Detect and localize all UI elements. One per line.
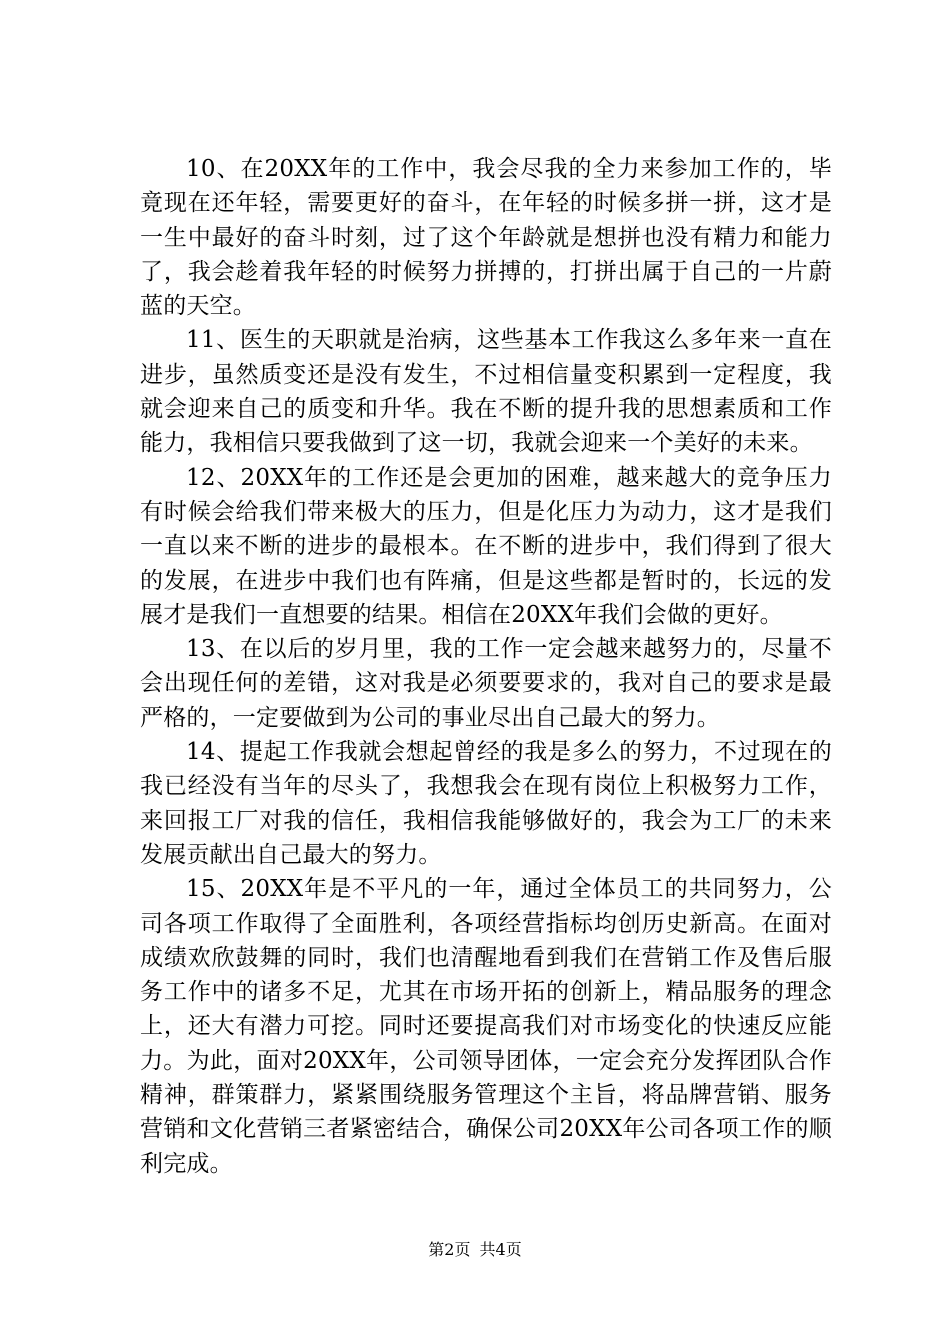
paragraph-13: 13、在以后的岁月里，我的工作一定会越来越努力的，尽量不会出现任何的差错，这对我是必须要要求的，我对自己的要求是最严格的，一定要做到为公司的事业尽出自己最大的努力。 [140, 636, 832, 731]
paragraph-15: 15、20XX年是不平凡的一年，通过全体员工的共同努力，公司各项工作取得了全面胜利，各项经营指标均创历史新高。在面对成绩欢欣鼓舞的同时，我们也清醒地看到我们在营销工作及售后服务工作中的诸多不足，尤其在市场开拓的创新上，精品服务的理念上，还大有潜力可挖。同时还要提高我们对市场变化的快速反应能力。为此，面对20XX年，公司领导团体，一定会充分发挥团队合作精神，群策群力，紧紧围绕服务管理这个主旨，将品牌营销、服务营销和文化营销三者紧密结合，确保公司20XX年公司各项工作的顺利完成。 [140, 876, 832, 1177]
paragraph-10: 10、在20XX年的工作中，我会尽我的全力来参加工作的，毕竟现在还年轻，需要更好的奋斗，在年轻的时候多拼一拼，这才是一生中最好的奋斗时刻，过了这个年龄就是想拼也没有精力和能力了，我会趁着我年轻的时候努力拼搏的，打拼出属于自己的一片蔚蓝的天空。 [140, 156, 832, 320]
paragraph-12: 12、20XX年的工作还是会更加的困难，越来越大的竞争压力有时候会给我们带来极大的压力，但是化压力为动力，这才是我们一直以来不断的进步的最根本。在不断的进步中，我们得到了很大的发展，在进步中我们也有阵痛，但是这些都是暂时的，长远的发展才是我们一直想要的结果。相信在20XX年我们会做的更好。 [140, 464, 832, 628]
document-body [140, 152, 832, 1181]
paragraph-14: 14、提起工作我就会想起曾经的我是多么的努力，不过现在的我已经没有当年的尽头了，我想我会在现有岗位上积极努力工作，来回报工厂对我的信任，我相信我能够做好的，我会为工厂的未来发展贡献出自己最大的努力。 [140, 739, 832, 868]
page-footer: 第2页 共4页 [428, 1240, 522, 1259]
paragraph-11: 11、医生的天职就是治病，这些基本工作我这么多年来一直在进步，虽然质变还是没有发生，不过相信量变积累到一定程度，我就会迎来自己的质变和升华。我在不断的提升我的思想素质和工作能力，我相信只要我做到了这一切，我就会迎来一个美好的未来。 [140, 327, 832, 457]
